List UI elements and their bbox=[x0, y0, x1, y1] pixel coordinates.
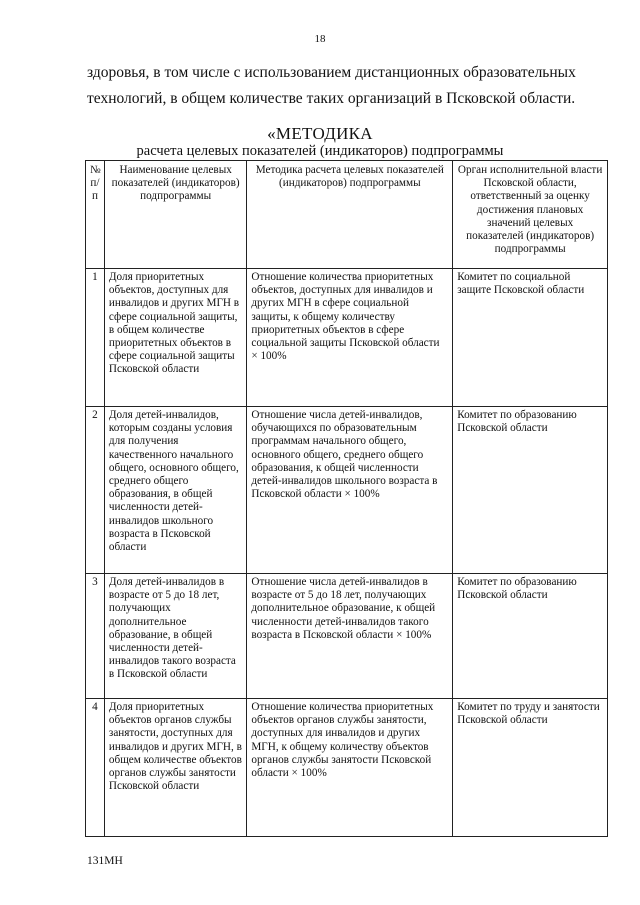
row-org: Комитет по образованию Псковской области bbox=[453, 574, 608, 699]
table-row bbox=[86, 269, 608, 407]
document-code: 131МН bbox=[87, 855, 123, 867]
row-org: Комитет по труду и занятости Псковской области bbox=[453, 699, 608, 837]
row-name: Доля детей-инвалидов, которым созданы условия для получения качественного начального общего, основного общего, среднего общего образования, в общей численности детей-инвалидов школьного возраста в Псковской области bbox=[104, 407, 246, 574]
table-row bbox=[86, 574, 608, 699]
row-num: 3 bbox=[86, 574, 105, 699]
header-num: № п/п bbox=[86, 161, 105, 269]
intro-paragraph bbox=[87, 60, 607, 112]
header-method: Методика расчета целевых показателей (индикаторов) подпрограммы bbox=[247, 161, 453, 269]
row-num: 1 bbox=[86, 269, 105, 407]
row-name: Доля приоритетных объектов органов службы занятости, доступных для инвалидов и других МГН, в общем количестве объектов органов службы занятости Псковской области bbox=[104, 699, 246, 837]
indicators-table bbox=[85, 160, 608, 837]
row-name: Доля приоритетных объектов, доступных для инвалидов и других МГН в сфере социальной защиты, в общем количестве приоритетных объектов в сфере социальной защиты Псковской области bbox=[104, 269, 246, 407]
row-num: 4 bbox=[86, 699, 105, 837]
table-row bbox=[86, 699, 608, 837]
row-name: Доля детей-инвалидов в возрасте от 5 до 18 лет, получающих дополнительное образование, в общей численности детей-инвалидов такого возраста в Псковской области bbox=[104, 574, 246, 699]
page-number: 18 bbox=[314, 33, 326, 45]
row-org: Комитет по образованию Псковской области bbox=[453, 407, 608, 574]
row-method: Отношение числа детей-инвалидов в возрасте от 5 до 18 лет, получающих дополнительное образование, к общей численности детей-инвалидов такого возраста в Псковской области × 100% bbox=[247, 574, 453, 699]
table-row bbox=[86, 407, 608, 574]
method-title: «МЕТОДИКА bbox=[267, 124, 373, 143]
header-name: Наименование целевых показателей (индикаторов) подпрограммы bbox=[104, 161, 246, 269]
row-org: Комитет по социальной защите Псковской области bbox=[453, 269, 608, 407]
header-org: Орган исполнительной власти Псковской области, ответственный за оценку достижения плановых значений целевых показателей (индикаторов) подпрограммы bbox=[453, 161, 608, 269]
intro-line: здоровья, в том числе с использованием дистанционных образовательных bbox=[87, 64, 576, 81]
row-method: Отношение числа детей-инвалидов, обучающихся по образовательным программам начального общего, основного общего, среднего общего образования, к общей численности детей-инвалидов школьного возраста в Псковской области × 100% bbox=[247, 407, 453, 574]
method-subtitle: расчета целевых показателей (индикаторов) подпрограммы bbox=[136, 143, 504, 159]
table-header-row bbox=[86, 161, 608, 269]
intro-line: технологий, в общем количестве таких организаций в Псковской области. bbox=[87, 90, 576, 107]
row-num: 2 bbox=[86, 407, 105, 574]
row-method: Отношение количества приоритетных объектов органов службы занятости, доступных для инвалидов и других МГН, к общему количеству объектов органов службы занятости Псковской области × 100% bbox=[247, 699, 453, 837]
row-method: Отношение количества приоритетных объектов, доступных для инвалидов и других МГН в сфере социальной защиты, к общему количеству приоритетных объектов в сфере социальной защиты Псковской области × 100% bbox=[247, 269, 453, 407]
